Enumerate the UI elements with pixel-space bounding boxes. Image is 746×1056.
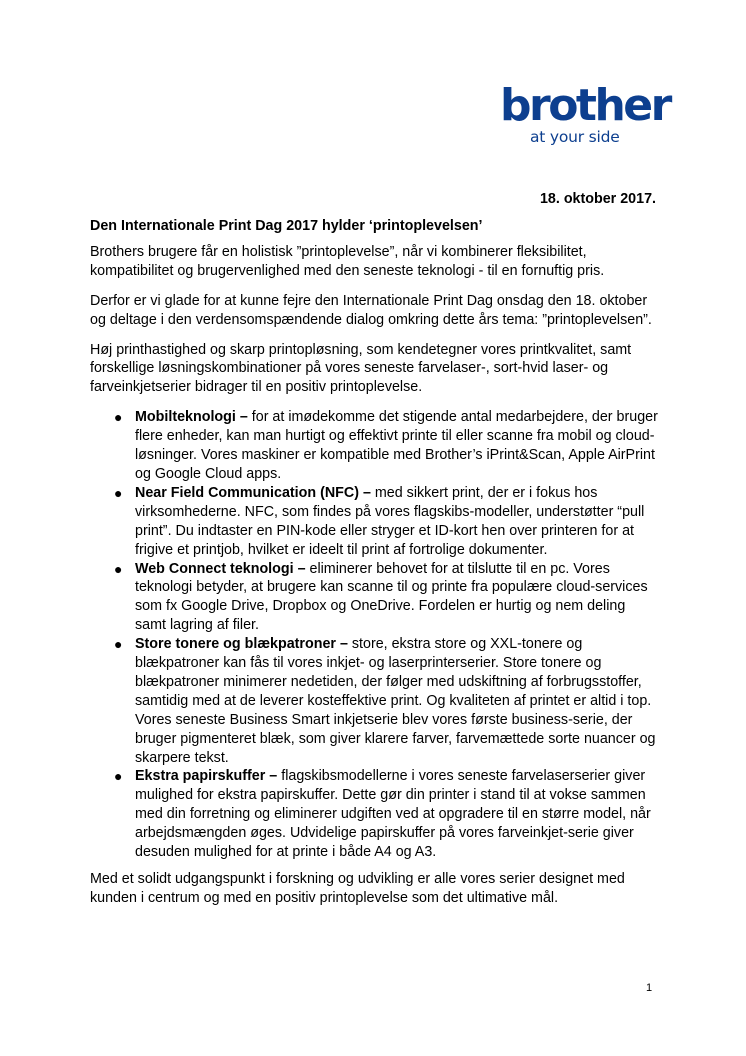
list-item [90, 767, 658, 862]
logo-tagline: at your side [530, 128, 620, 146]
list-item-text: store, ekstra store og XXL-tonere og blækpatroner kan fås til vores inkjet- og laserprinterserier. Store tonere og blækpatroner minimerer nedetiden, der følger med udskiftning af forbrugsstoffer, samtidig med at de leverer kosteffektive print. Og kvaliteten af printet er altid i top. Vores seneste Business Smart inkjetserie blev vores første business-serie, der bruger pigmenteret blæk, som giver klarere farver, farvemættede sorte nuancer og skarpere tekst. [135, 636, 656, 766]
list-item [90, 635, 658, 767]
list-item-text: for at imødekomme det stigende antal medarbejdere, der bruger flere enheder, kan man hurtigt og effektivt printe til eller scanne fra mobil og cloud-løsninger. Vores maskiner er kompatible med Brother’s iPrint&Scan, Apple AirPrint og Google Cloud apps. [135, 409, 658, 482]
list-item [90, 484, 658, 560]
document-body [90, 217, 658, 919]
list-item-title: Mobilteknologi – [135, 409, 248, 426]
bullet-icon: ● [114, 409, 123, 426]
document-date: 18. oktober 2017. [539, 191, 656, 207]
list-item-title: Ekstra papirskuffer – [135, 768, 278, 785]
list-item [90, 408, 658, 484]
list-item-title: Near Field Communication (NFC) – [135, 484, 371, 501]
list-item [90, 560, 658, 636]
list-item-text: med sikkert print, der er i fokus hos virksomhederne. NFC, som findes på vores flagskibs-modeller, understøtter “pull print”. Du indtaster en PIN-kode eller stryger et ID-kort hen over printeren for at frigive et printjob, hvilket er ideelt til print af fortrolige dokumenter. [135, 484, 645, 558]
list-item-text: eliminerer behovet for at tilslutte til en pc. Vores teknologi betyder, at brugere kan scanne til og printe fra populære cloud-services som fx Google Drive, Dropbox og OneDrive. Fordelen er hurtig og nem deling samt lagring af filer. [135, 560, 648, 634]
feature-list [90, 408, 658, 862]
bullet-icon: ● [114, 484, 123, 501]
bullet-icon: ● [114, 560, 123, 577]
list-item-title: Web Connect teknologi – [135, 560, 306, 577]
page-number: 1 [646, 982, 653, 994]
bullet-icon: ● [114, 768, 123, 785]
list-item-title: Store tonere og blækpatroner – [135, 636, 348, 653]
bullet-icon: ● [114, 636, 123, 653]
paragraph: Brothers brugere får en holistisk ”printoplevelse”, når vi kombinerer fleksibilitet, kompatibilitet og brugervenlighed med den seneste teknologi - til en fornuftig pris. [90, 243, 605, 279]
list-item-text: flagskibsmodellerne i vores seneste farvelaserserier giver mulighed for ekstra papirskuffer. Dette gør din printer i stand til at vokse sammen med din forretning og eliminerer udgiften ved at opgradere til en større model, når arbejdsmængden øges. Udvidelige papirskuffer på vores farveinkjet-serie giver desuden mulighed for at printe i både A4 og A3. [135, 768, 651, 861]
logo-wordmark: brother [500, 80, 670, 131]
closing-paragraph: Med et solidt udgangspunkt i forskning og udvikling er alle vores serier designet med kunden i centrum og med en positiv printoplevelse som det ultimative mål. [90, 871, 625, 906]
headline: Den Internationale Print Dag 2017 hylder ‘printoplevelsen’ [90, 218, 483, 234]
brother-logo [500, 80, 670, 154]
paragraph: Derfor er vi glade for at kunne fejre den Internationale Print Dag onsdag den 18. oktober og deltage i den verdensomspændende dialog omkring dette års tema: ”printoplevelsen”. [90, 292, 652, 328]
paragraph: Høj printhastighed og skarp printopløsning, som kendetegner vores printkvalitet, samt forskellige løsningskombinationer på vores seneste farvelaser-, sort-hvid laser- og farveinkjetserier bidrager til en positiv printoplevelse. [90, 341, 632, 396]
